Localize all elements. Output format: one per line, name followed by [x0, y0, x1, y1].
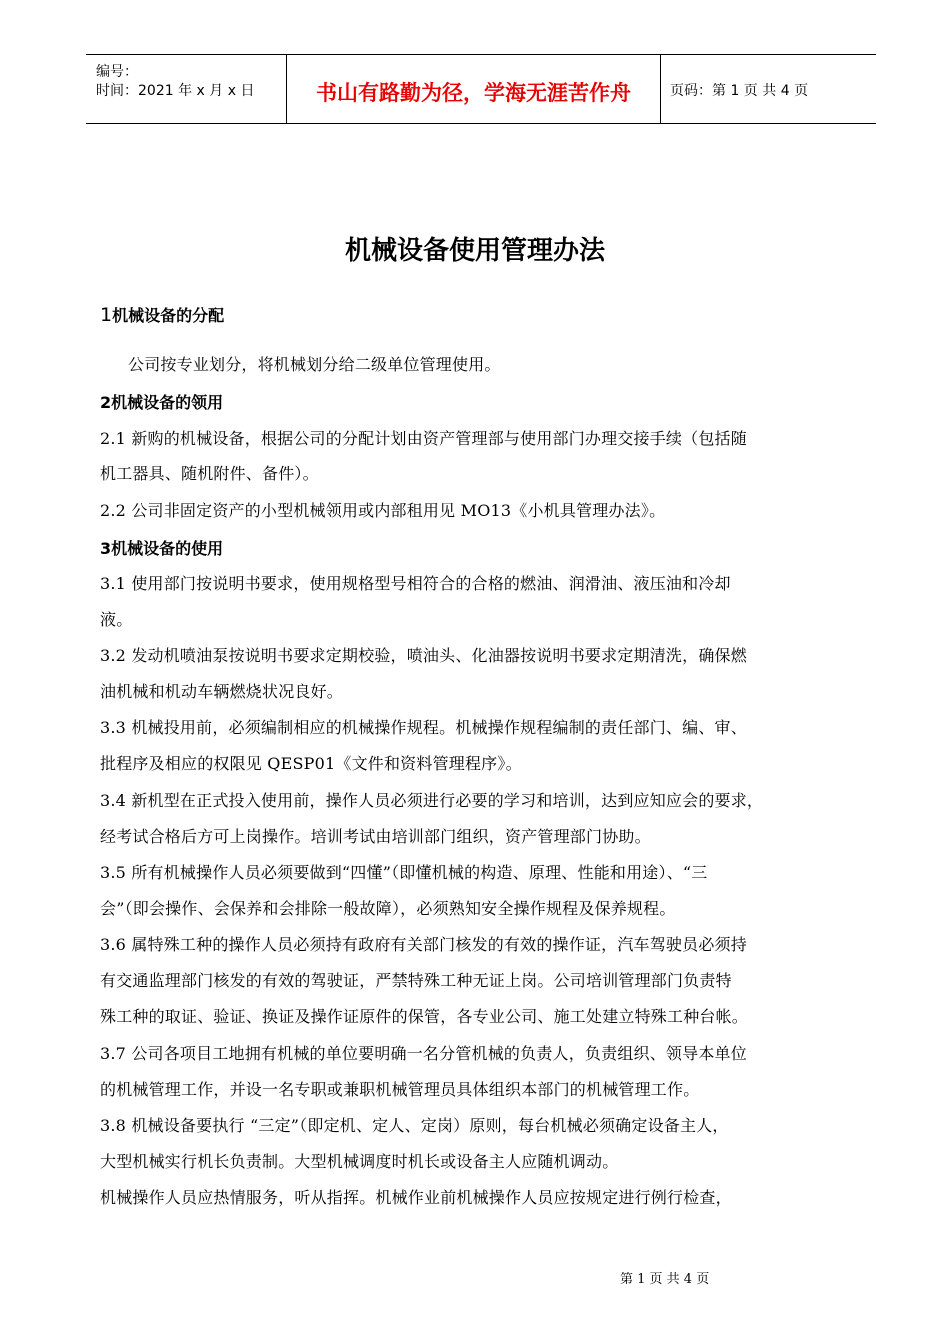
section-heading-1	[100, 303, 224, 326]
time-label: 时间：2021 年 x 月 x 日	[96, 83, 255, 99]
section-title: 机械设备的使用	[111, 539, 224, 558]
body-line: 会”（即会操作、会保养和会排除一般故障），必须熟知安全操作规程及保养规程。	[100, 899, 676, 918]
body-line: 3.6 属特殊工种的操作人员必须持有政府有关部门核发的有效的操作证，汽车驾驶员必须持	[100, 935, 747, 954]
section-number: 2	[100, 393, 112, 412]
number-label: 编号：	[96, 64, 138, 80]
body-line: 3.2 发动机喷油泵按说明书要求定期校验，喷油头、化油器按说明书要求定期清洗，确保燃	[100, 646, 747, 665]
body-line: 3.8 机械设备要执行 “三定”（即定机、定人、定岗）原则，每台机械必须确定设备主人，	[100, 1116, 729, 1135]
page-code: 页码：第 1 页 共 4 页	[670, 83, 809, 99]
body-line: 大型机械实行机长负责制。大型机械调度时机长或设备主人应随机调动。	[100, 1152, 619, 1171]
body-line: 2.1 新购的机械设备，根据公司的分配计划由资产管理部与使用部门办理交接手续（包括随	[100, 429, 747, 448]
section-heading-3	[100, 536, 223, 559]
body-line: 3.4 新机型在正式投入使用前，操作人员必须进行必要的学习和培训，达到应知应会的要求，	[100, 791, 764, 810]
section-heading-2	[100, 390, 223, 413]
section-number: 1	[100, 304, 113, 326]
body-line: 机工器具、随机附件、备件）。	[100, 464, 319, 483]
body-line: 公司按专业划分，将机械划分给二级单位管理使用。	[128, 355, 501, 374]
header-motto: 书山有路勤为径，学海无涯苦作舟	[316, 81, 631, 105]
footer-page-info: 第 1 页 共 4 页	[620, 1272, 710, 1287]
body-line: 3.1 使用部门按说明书要求，使用规格型号相符合的合格的燃油、润滑油、液压油和冷却	[100, 574, 731, 593]
section-number: 3	[100, 539, 112, 558]
section-title: 机械设备的领用	[111, 393, 224, 412]
body-line: 2.2 公司非固定资产的小型机械领用或内部租用见 MO13《小机具管理办法》。	[100, 501, 666, 520]
body-line: 的机械管理工作，并设一名专职或兼职机械管理员具体组织本部门的机械管理工作。	[100, 1080, 700, 1099]
page-title: 机械设备使用管理办法	[344, 236, 605, 266]
header-left-cell	[86, 55, 286, 123]
document-header	[86, 54, 876, 124]
body-line: 3.3 机械投用前，必须编制相应的机械操作规程。机械操作规程编制的责任部门、编、审、	[100, 718, 747, 737]
header-middle-cell	[286, 55, 661, 123]
body-line: 油机械和机动车辆燃烧状况良好。	[100, 682, 344, 701]
body-line: 液。	[100, 610, 133, 629]
body-line: 经考试合格后方可上岗操作。培训考试由培训部门组织，资产管理部门协助。	[100, 827, 651, 846]
body-line: 机械操作人员应热情服务，听从指挥。机械作业前机械操作人员应按规定进行例行检查，	[100, 1188, 732, 1207]
body-line: 有交通监理部门核发的有效的驾驶证，严禁特殊工种无证上岗。公司培训管理部门负责特	[100, 971, 732, 990]
body-line: 殊工种的取证、验证、换证及操作证原件的保管，各专业公司、施工处建立特殊工种台帐。	[100, 1007, 749, 1026]
body-line: 批程序及相应的权限见 QESP01《文件和资料管理程序》。	[100, 754, 522, 773]
header-right-cell	[660, 55, 876, 123]
section-title: 机械设备的分配	[112, 306, 225, 325]
body-line: 3.7 公司各项目工地拥有机械的单位要明确一名分管机械的负责人，负责组织、领导本单位	[100, 1044, 747, 1063]
body-line: 3.5 所有机械操作人员必须要做到“四懂”（即懂机械的构造、原理、性能和用途）、“三	[100, 863, 708, 882]
